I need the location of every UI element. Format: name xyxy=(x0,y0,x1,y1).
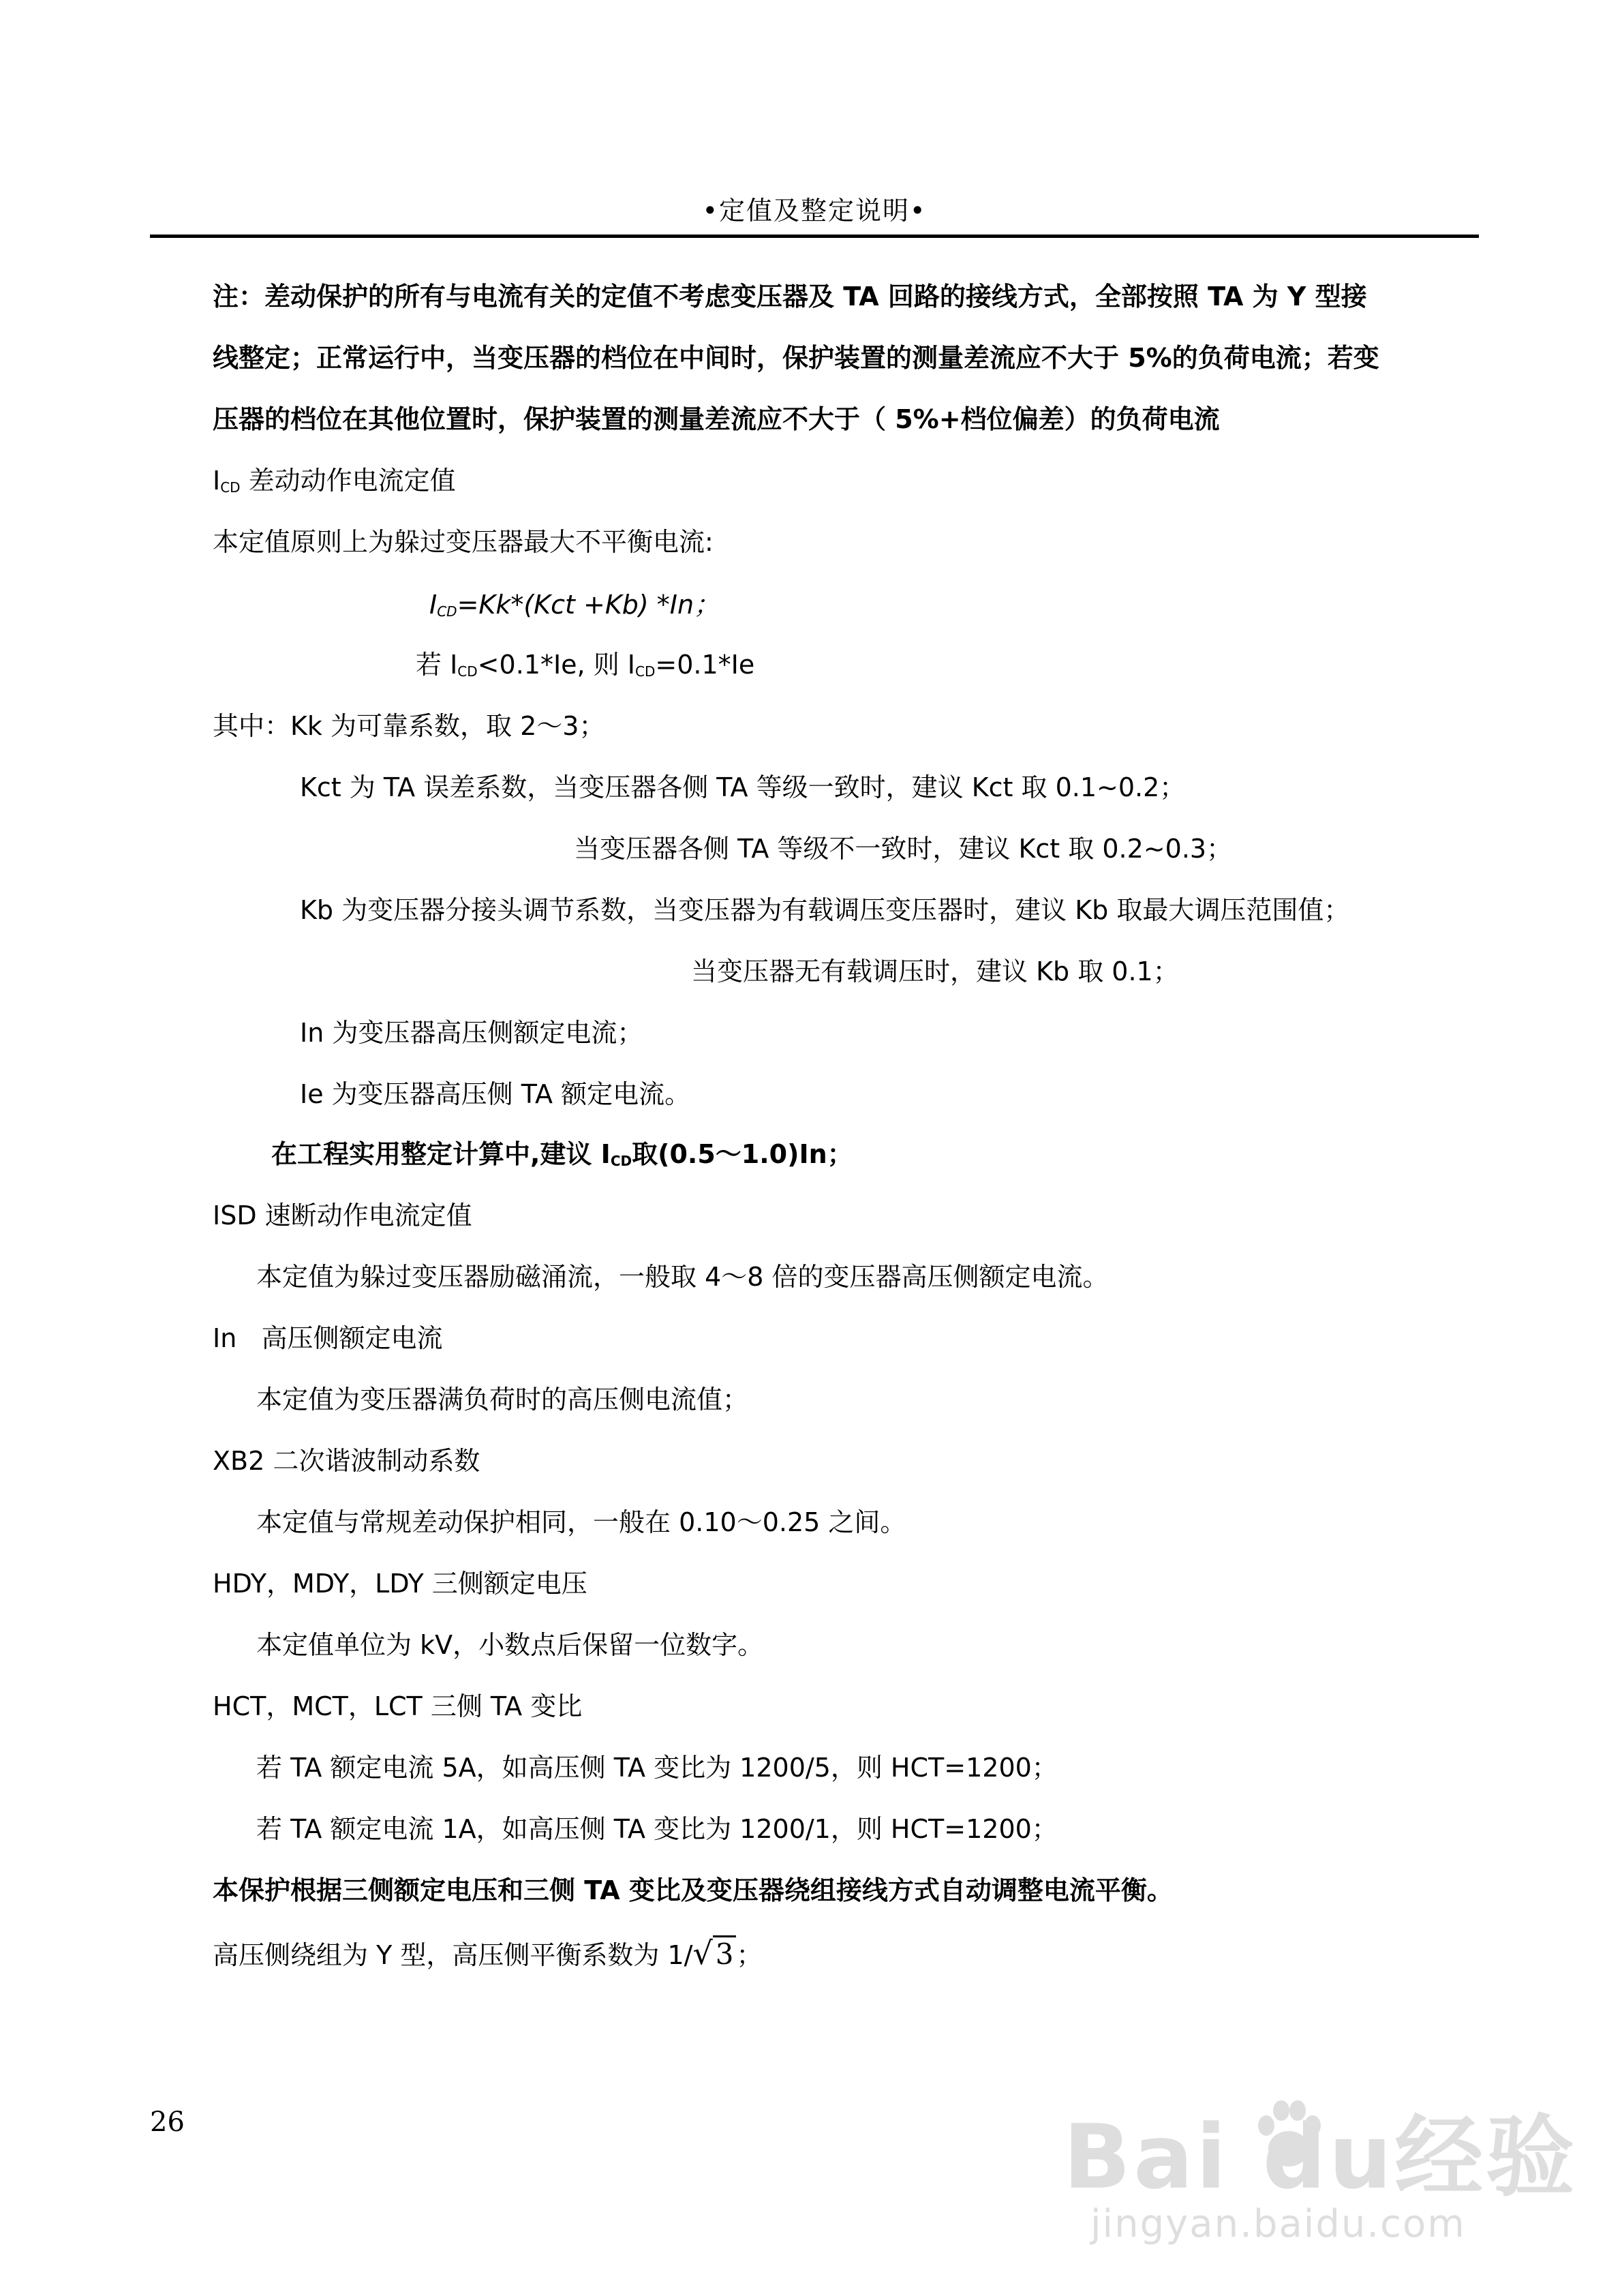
header-rule xyxy=(150,235,1479,238)
ct-heading: HCT，MCT，LCT 三侧 TA 变比 xyxy=(213,1691,583,1721)
sqrt-value: 3 xyxy=(713,1935,737,1971)
balance-line-2: 高压侧绕组为 Y 型，高压侧平衡系数为 1/√3 ； xyxy=(213,1935,763,1972)
page-number: 26 xyxy=(150,2106,185,2138)
icd-where-kk: 其中：Kk 为可靠系数，取 2～3； xyxy=(213,711,605,741)
baidu-jingyan-watermark xyxy=(1063,2086,1581,2270)
xb2-heading: XB2 二次谐波制动系数 xyxy=(213,1446,480,1476)
icd-formula: $I_{CD}=Kk*(Kct +Kb)$ *In； xyxy=(429,590,720,620)
dy-description: 本定值单位为 kV，小数点后保留一位数字。 xyxy=(256,1630,764,1660)
in-heading: In 高压侧额定电流 xyxy=(213,1323,443,1353)
icd-kb-line-1: Kb 为变压器分接头调节系数，当变压器为有载调压变压器时，建议 Kb 取最大调压范围值； xyxy=(300,895,1350,925)
icd-heading: $I_{CD}$ 差动动作电流定值 xyxy=(213,466,456,496)
paw-icon xyxy=(1251,2093,1326,2175)
in-description: 本定值为变压器满负荷时的高压侧电流值； xyxy=(256,1385,749,1415)
isd-heading: ISD 速断动作电流定值 xyxy=(213,1200,472,1230)
isd-description: 本定值为躲过变压器励磁涌流，一般取 4～8 倍的变压器高压侧额定电流。 xyxy=(256,1262,1109,1292)
note-line-1: 注：差动保护的所有与电流有关的定值不考虑变压器及 TA 回路的接线方式，全部按照 TA 为 Y 型接 xyxy=(213,282,1367,312)
ct-example-2: 若 TA 额定电流 1A，如高压侧 TA 变比为 1200/1，则 HCT=1200； xyxy=(256,1814,1058,1844)
watermark-url: jingyan.baidu.com xyxy=(1090,2202,1466,2246)
icd-kb-line-2: 当变压器无有载调压时，建议 Kb 取 0.1； xyxy=(691,956,1179,986)
page-header-title: •定值及整定说明• xyxy=(702,196,927,226)
icd-practice: 在工程实用整定计算中,建议 $I_{CD}$取(0.5～1.0)In； xyxy=(271,1139,853,1169)
icd-condition: 若 $I_{CD}<0.1*Ie$, 则 $I_{CD}=0.1*Ie$ xyxy=(416,650,755,680)
sqrt-symbol: √ xyxy=(692,1935,713,1972)
balance-line-1: 本保护根据三侧额定电压和三侧 TA 变比及变压器绕组接线方式自动调整电流平衡。 xyxy=(213,1875,1173,1905)
icd-description: 本定值原则上为躲过变压器最大不平衡电流: xyxy=(213,527,714,557)
watermark-logo-text: Bai du经验 xyxy=(1063,2105,1578,2209)
icd-ie-definition: Ie 为变压器高压侧 TA 额定电流。 xyxy=(300,1079,691,1109)
ct-example-1: 若 TA 额定电流 5A，如高压侧 TA 变比为 1200/5，则 HCT=1200； xyxy=(256,1753,1058,1783)
icd-kct-line-2: 当变压器各侧 TA 等级不一致时，建议 Kct 取 0.2~0.3； xyxy=(574,834,1233,864)
icd-in-definition: In 为变压器高压侧额定电流； xyxy=(300,1018,643,1048)
dy-heading: HDY，MDY，LDY 三侧额定电压 xyxy=(213,1569,587,1599)
note-line-3: 压器的档位在其他位置时，保护装置的测量差流应不大于（ 5%+档位偏差）的负荷电流 xyxy=(213,404,1220,434)
icd-kct-line-1: Kct 为 TA 误差系数，当变压器各侧 TA 等级一致时，建议 Kct 取 0.1~0.2； xyxy=(300,772,1186,802)
note-line-2: 线整定；正常运行中，当变压器的档位在中间时，保护装置的测量差流应不大于 5%的负荷电流；若变 xyxy=(213,343,1379,373)
xb2-description: 本定值与常规差动保护相同，一般在 0.10～0.25 之间。 xyxy=(256,1507,906,1537)
